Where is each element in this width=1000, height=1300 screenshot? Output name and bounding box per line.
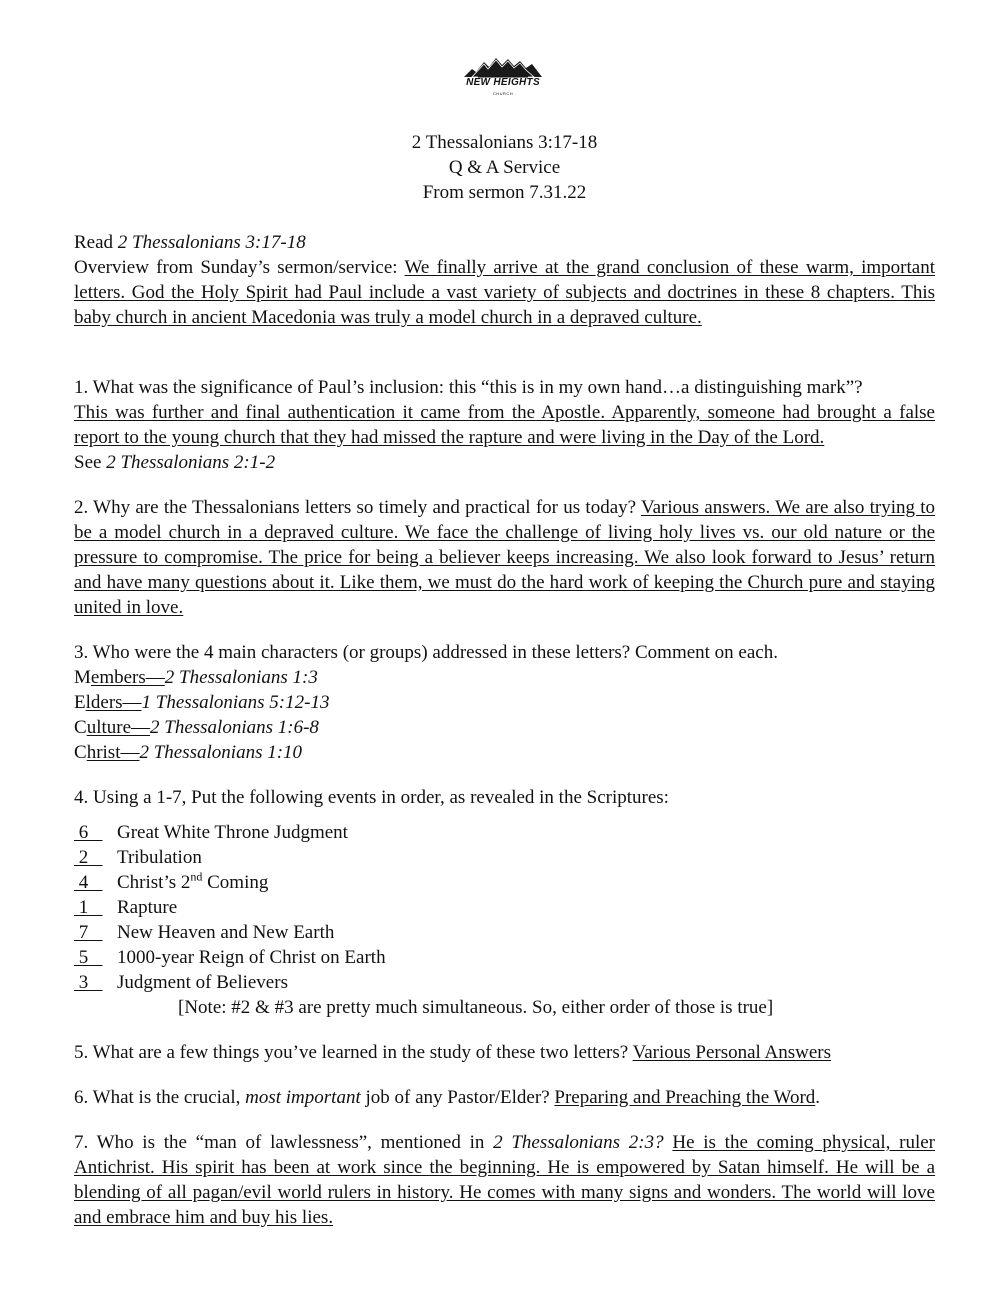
question-2	[74, 495, 935, 620]
order-number: 2	[74, 847, 103, 868]
question-5	[74, 1040, 935, 1065]
question-2-answer: Various answers. We are also trying to be a model church in a depraved culture. We face the challenge of living holy lives vs. our old nature or the pressure to compromise. The price for being a believer keeps increasing. We also look forward to Jesus’ return and have many questions about it. Like them, we must do the hard work of keeping the Church pure and staying united in love.	[74, 497, 936, 618]
question-5-answer: Various Personal Answers	[632, 1042, 832, 1063]
logo-wordmark: NEW HEIGHTS	[466, 77, 540, 88]
order-number: 7	[74, 922, 103, 943]
list-item: 3 Judgment of Believers	[74, 972, 288, 993]
character-christ: Christ—2 Thessalonians 1:10	[74, 742, 303, 763]
question-1-reference: 2 Thessalonians 2:1-2	[106, 452, 276, 473]
document-body	[74, 130, 935, 1230]
title-service: Q & A Service	[448, 157, 561, 178]
order-number: 4	[74, 872, 103, 893]
event-order-list	[74, 820, 935, 1020]
list-item: 5 1000-year Reign of Christ on Earth	[74, 947, 386, 968]
order-number: 6	[74, 822, 103, 843]
question-4-text: 4. Using a 1-7, Put the following events in order, as revealed in the Scriptures:	[74, 787, 669, 808]
question-7: 7. Who is the “man of lawlessness”, mentioned in 2 Thessalonians 2:3? He is the coming physical, ruler Antichrist. His spirit has been at work since the beginning. He is empowered by Satan himself. He will be a blending of all pagan/evil world rulers in history. He comes with many signs and wonders. The world will love and embrace him and buy his lies.	[74, 1132, 935, 1228]
list-item: 6 Great White Throne Judgment	[74, 822, 348, 843]
order-number: 5	[74, 947, 103, 968]
church-logo	[458, 55, 548, 101]
question-6: 6. What is the crucial, most important job of any Pastor/Elder? Preparing and Preaching the Word.	[74, 1087, 821, 1108]
character-elders: Elders—1 Thessalonians 5:12-13	[74, 692, 330, 713]
order-note: [Note: #2 & #3 are pretty much simultaneous. So, either order of those is true]	[178, 997, 774, 1018]
question-2-text: 2. Why are the Thessalonians letters so timely and practical for us today?	[74, 497, 641, 518]
overview-paragraph: Overview from Sunday’s sermon/service: We finally arrive at the grand conclusion of these warm, important letters. God the Holy Spirit had Paul include a vast variety of subjects and doctrines in these 8 chapters. This baby church in ancient Macedonia was truly a model church in a depraved culture.	[74, 257, 936, 328]
overview-answer: We finally arrive at the grand conclusion of these warm, important letters. God the Holy Spirit had Paul include a vast variety of subjects and doctrines in these 8 chapters. This baby church in ancient Macedonia was truly a model church in a depraved culture.	[74, 257, 936, 328]
character-culture: Culture—2 Thessalonians 1:6-8	[74, 717, 319, 738]
question-4	[74, 785, 935, 1020]
question-3-text: 3. Who were the 4 main characters (or groups) addressed in these letters? Comment on each.	[74, 642, 778, 663]
list-item: 4 Christ’s 2nd Coming	[74, 869, 269, 893]
list-item: 7 New Heaven and New Earth	[74, 922, 335, 943]
title-block	[74, 130, 935, 205]
logo-subtitle: CHURCH	[492, 91, 514, 96]
question-1-answer: This was further and final authentication it came from the Apostle. Apparently, someone had brought a false report to the young church that they had missed the rapture and were living in the Day of the Lord.	[74, 402, 935, 448]
list-item: 1 Rapture	[74, 897, 178, 918]
title-sermon-date: From sermon 7.31.22	[422, 182, 587, 203]
read-line: Read 2 Thessalonians 3:17-18	[74, 232, 306, 253]
mountain-icon	[458, 55, 548, 79]
question-6-answer: Preparing and Preaching the Word	[554, 1087, 816, 1108]
question-7-reference: 2 Thessalonians 2:3?	[493, 1132, 664, 1153]
question-5-text: 5. What are a few things you’ve learned in the study of these two letters?	[74, 1042, 633, 1063]
question-7-answer: He is the coming physical, ruler Antichrist. His spirit has been at work since the beginning. He is empowered by Satan himself. He will be a blending of all pagan/evil world rulers in history. He comes with many signs and wonders. The world will love and embrace him and buy his lies.	[74, 1132, 935, 1228]
character-members: Members—2 Thessalonians 1:3	[74, 667, 318, 688]
read-reference: 2 Thessalonians 3:17-18	[117, 232, 306, 253]
question-3	[74, 640, 935, 765]
question-1	[74, 375, 935, 475]
question-1-text: 1. What was the significance of Paul’s inclusion: this “this is in my own hand…a distinguishing mark”?	[74, 377, 863, 398]
order-number: 1	[74, 897, 103, 918]
title-passage: 2 Thessalonians 3:17-18	[411, 132, 598, 153]
list-item: 2 Tribulation	[74, 847, 202, 868]
order-number: 3	[74, 972, 103, 993]
question-1-see: See 2 Thessalonians 2:1-2	[74, 452, 276, 473]
